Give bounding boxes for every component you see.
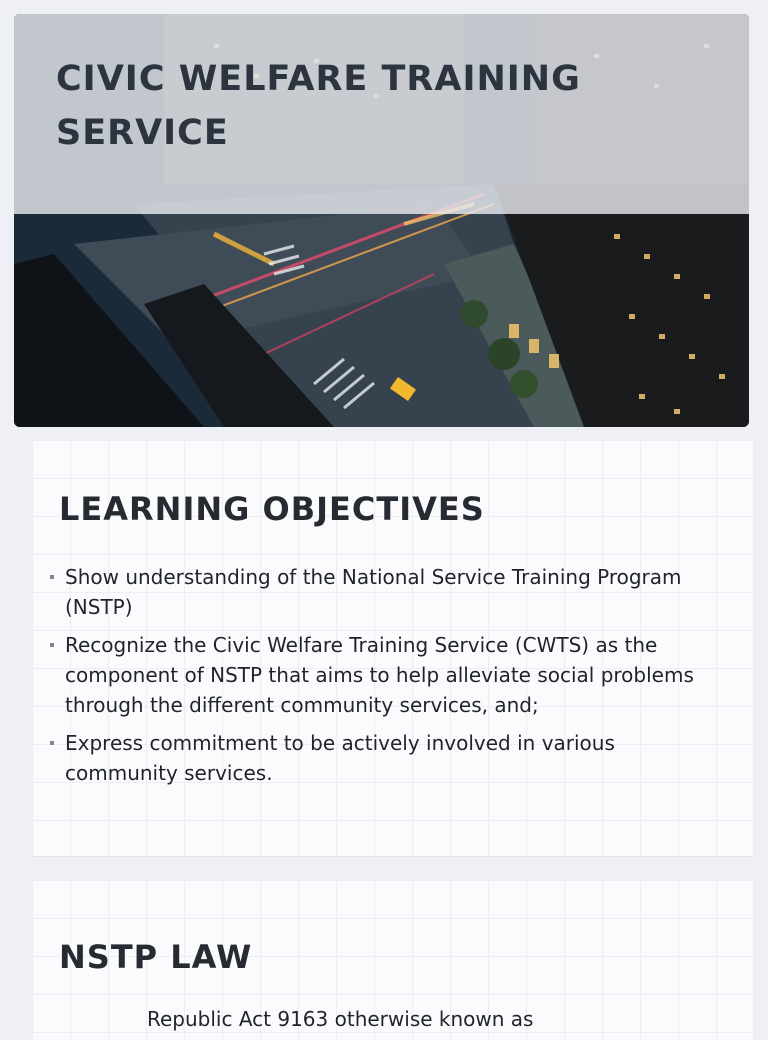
law-body-text: Republic Act 9163 otherwise known as xyxy=(147,1007,534,1031)
objective-text: Express commitment to be actively involved in various community services. xyxy=(65,731,615,785)
nstp-law-slide xyxy=(32,880,753,1040)
list-item xyxy=(48,728,708,788)
nstp-law-heading: NSTP LAW xyxy=(59,938,253,976)
square-bullet-icon xyxy=(50,643,54,647)
list-item xyxy=(48,562,708,622)
square-bullet-icon xyxy=(50,575,54,579)
slide-title: CIVIC WELFARE TRAINING SERVICE xyxy=(56,59,581,153)
square-bullet-icon xyxy=(50,741,54,745)
title-slide xyxy=(14,14,749,427)
objectives-list xyxy=(48,562,708,796)
objective-text: Recognize the Civic Welfare Training Service (CWTS) as the component of NSTP that aims to help alleviate social problems through the different community services, and; xyxy=(65,633,694,717)
list-item xyxy=(48,630,708,720)
objective-text: Show understanding of the National Service Training Program (NSTP) xyxy=(65,565,682,619)
learning-objectives-heading: LEARNING OBJECTIVES xyxy=(59,490,485,528)
learning-objectives-slide xyxy=(32,440,753,857)
